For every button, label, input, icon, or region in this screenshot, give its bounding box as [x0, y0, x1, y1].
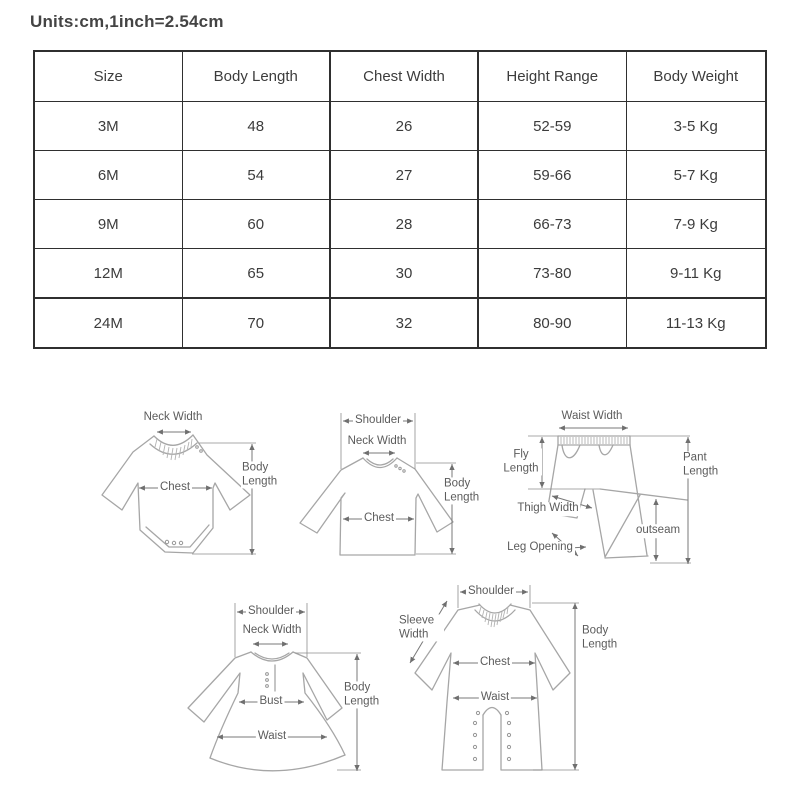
waistband-ribbing	[561, 437, 627, 444]
cell-chest-width: 26	[330, 102, 478, 151]
size-table-header-row	[34, 51, 766, 102]
table-row	[34, 151, 766, 200]
cell-height-range: 66-73	[478, 200, 626, 249]
bodysuit-neck-width-label: Neck Width	[143, 411, 203, 424]
table-row	[34, 249, 766, 299]
cell-body-weight: 3-5 Kg	[626, 102, 766, 151]
collar-ribbing	[155, 439, 192, 460]
top-neck-width-label: Neck Width	[347, 435, 407, 448]
top-diagram	[295, 403, 485, 585]
pants-pant-length-label: Pant Length	[682, 451, 728, 478]
pants-diagram	[500, 405, 728, 575]
cell-chest-width: 27	[330, 151, 478, 200]
romper-drawing	[395, 582, 632, 790]
cell-chest-width: 32	[330, 298, 478, 348]
dress-neck-width-label: Neck Width	[242, 624, 302, 637]
cell-body-length: 60	[182, 200, 330, 249]
header-body-weight: Body Weight	[626, 51, 766, 102]
bodysuit-drawing	[95, 405, 290, 580]
cell-size: 6M	[34, 151, 182, 200]
pants-waist-width-label: Waist Width	[561, 410, 623, 423]
romper-diagram	[395, 582, 632, 790]
size-table	[33, 50, 767, 349]
cell-body-length: 65	[182, 249, 330, 299]
header-chest-width: Chest Width	[330, 51, 478, 102]
cell-size: 12M	[34, 249, 182, 299]
cell-height-range: 73-80	[478, 249, 626, 299]
romper-sleeve-width-label: Sleeve Width	[398, 614, 444, 641]
cell-body-length: 70	[182, 298, 330, 348]
cell-body-weight: 9-11 Kg	[626, 249, 766, 299]
table-row	[34, 102, 766, 151]
dress-body-length-label: Body Length	[343, 681, 391, 708]
cell-height-range: 52-59	[478, 102, 626, 151]
bodysuit-diagram	[95, 405, 290, 580]
dress-shoulder-label: Shoulder	[247, 605, 295, 618]
pants-fly-length-label: Fly Length	[500, 448, 542, 475]
header-height-range: Height Range	[478, 51, 626, 102]
cell-body-weight: 11-13 Kg	[626, 298, 766, 348]
bodysuit-chest-label: Chest	[159, 481, 191, 494]
cell-chest-width: 30	[330, 249, 478, 299]
pants-thigh-width-label: Thigh Width	[517, 502, 579, 515]
romper-body-length-label: Body Length	[581, 624, 629, 651]
top-shoulder-label: Shoulder	[354, 414, 402, 427]
cell-size: 9M	[34, 200, 182, 249]
romper-shoulder-label: Shoulder	[467, 585, 515, 598]
pants-leg-opening-label: Leg Opening	[507, 541, 573, 554]
bodysuit-body-length-label: Body Length	[241, 461, 289, 488]
top-chest-label: Chest	[363, 512, 395, 525]
pants-outseam-label: outseam	[635, 524, 681, 537]
cell-height-range: 59-66	[478, 151, 626, 200]
cell-body-weight: 5-7 Kg	[626, 151, 766, 200]
romper-chest-label: Chest	[479, 656, 511, 669]
dress-diagram	[160, 595, 392, 790]
cell-chest-width: 28	[330, 200, 478, 249]
cell-body-length: 54	[182, 151, 330, 200]
cell-size: 3M	[34, 102, 182, 151]
romper-waist-label: Waist	[480, 691, 510, 704]
header-size: Size	[34, 51, 182, 102]
table-row	[34, 200, 766, 249]
header-body-length: Body Length	[182, 51, 330, 102]
snap-buttons	[473, 711, 510, 760]
dress-waist-label: Waist	[257, 730, 287, 743]
cell-body-length: 48	[182, 102, 330, 151]
cell-height-range: 80-90	[478, 298, 626, 348]
cell-size: 24M	[34, 298, 182, 348]
units-note: Units:cm,1inch=2.54cm	[30, 12, 224, 31]
dress-bust-label: Bust	[259, 695, 283, 708]
top-body-length-label: Body Length	[443, 477, 491, 504]
cell-body-weight: 7-9 Kg	[626, 200, 766, 249]
table-row	[34, 298, 766, 348]
